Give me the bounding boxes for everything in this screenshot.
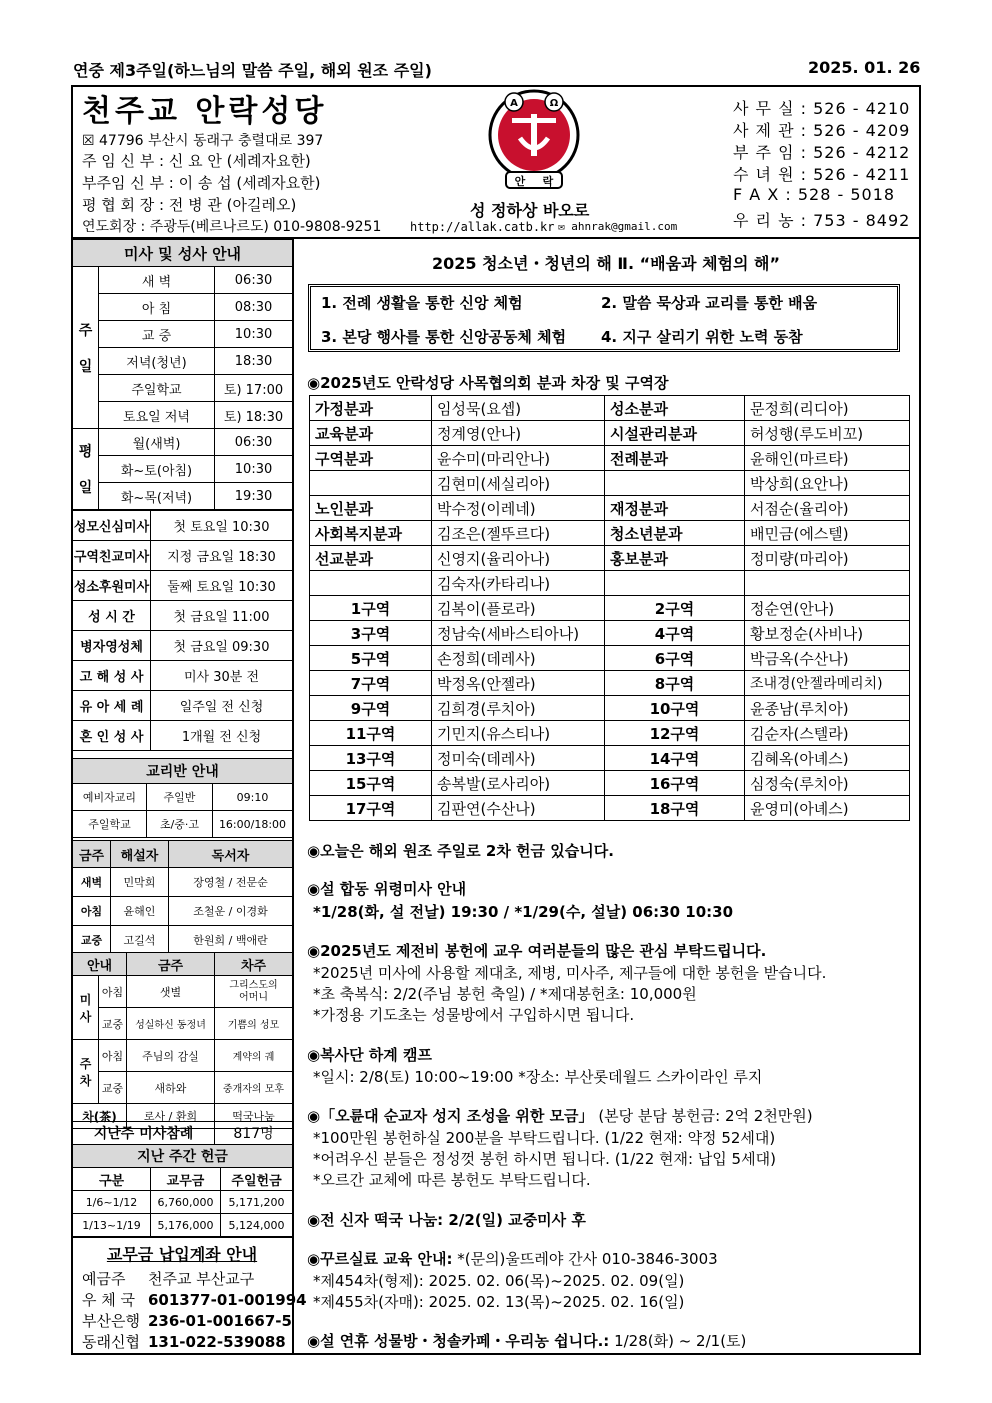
council-member	[745, 571, 910, 596]
guide-this-week: 성실하신 동정녀	[127, 1008, 215, 1040]
contact-office: 사 무 실 : 526 - 4210	[733, 99, 911, 118]
collection-sunday: 5,171,200	[221, 1191, 293, 1214]
collection-header: 주일헌금	[221, 1168, 293, 1191]
guide-mass: 교중	[99, 1008, 127, 1040]
district-name: 2구역	[605, 596, 745, 621]
collection-table	[72, 1144, 293, 1237]
church-name: 천주교 안락성당	[82, 94, 328, 129]
mass-row-label: 저녁(청년)	[99, 348, 215, 375]
mass-schedule-table	[72, 239, 293, 510]
guide-this-week: 샛별	[127, 976, 215, 1008]
reader-commentator: 윤해인	[111, 897, 169, 926]
objective-item: 3. 본당 행사를 통한 신앙공동체 체험	[321, 328, 567, 346]
district-leader: 정순연(안나)	[745, 596, 910, 621]
mass-row-label: 아 침	[99, 294, 215, 321]
patron-saint: 성 정하상 바오로	[470, 201, 590, 220]
collection-period: 1/13~1/19	[73, 1214, 151, 1237]
readers-header: 금주	[73, 841, 111, 868]
guide-next-week: 중개자의 모후	[215, 1072, 293, 1104]
district-leader: 윤종남(루치아)	[745, 696, 910, 721]
mass-row-label: 새 벽	[99, 267, 215, 294]
district-name: 17구역	[310, 796, 432, 821]
council-dept: 구역분과	[310, 446, 432, 471]
contact-convent: 수 녀 원 : 526 - 4211	[733, 165, 911, 184]
special-time: 지정 금요일 18:30	[151, 541, 293, 571]
district-leader: 정남숙(세바스티아나)	[432, 621, 605, 646]
notice-shrine-line: *어려우신 분들은 정성껏 봉헌 하시면 됩니다. (1/22 현재: 납입 5세대)	[313, 1150, 776, 1168]
year-title: 2025 청소년・청년의 해 Ⅱ. “배움과 체험의 해”	[432, 254, 780, 273]
district-leader: 황보정순(사비나)	[745, 621, 910, 646]
objectives-box	[308, 284, 900, 352]
district-leader: 윤영미(아녜스)	[745, 796, 910, 821]
email-link[interactable]: ✉ ahnrak@gmail.com	[558, 220, 678, 233]
mass-row-time: 토) 17:00	[215, 375, 293, 402]
council-dept	[310, 471, 432, 496]
special-label: 구역친교미사	[73, 541, 151, 571]
contact-fax: F A X : 528 - 5018	[733, 185, 896, 204]
tea-label: 차(茶)	[73, 1104, 127, 1129]
svg-text:Ω: Ω	[549, 98, 559, 109]
attendance-value: 817명	[215, 1122, 293, 1145]
notice-memorial-title: ◉설 합동 위령미사 안내	[307, 880, 467, 898]
address: ☒ 47796 부산시 동래구 충렬대로 397	[82, 133, 324, 149]
objective-item: 2. 말씀 묵상과 교리를 통한 배움	[601, 294, 818, 312]
objective-item: 1. 전례 생활을 통한 신앙 체험	[321, 294, 523, 312]
readers-table	[72, 840, 293, 955]
notice-offering-title: ◉2025년도 제전비 봉헌에 교우 여러분들의 많은 관심 부탁드립니다.	[307, 942, 767, 960]
mass-row-time: 18:30	[215, 348, 293, 375]
council-dept: 선교분과	[310, 546, 432, 571]
account-divider	[71, 1236, 292, 1238]
district-leader: 기민지(유스티나)	[432, 721, 605, 746]
council-dept: 청소년분과	[605, 521, 745, 546]
attendance-table	[72, 1121, 293, 1145]
guide-mass-label: 미 사	[73, 976, 99, 1040]
weekday-label: 평 일	[73, 429, 99, 510]
council-member: 윤해인(마르타)	[745, 446, 910, 471]
council-member: 서점순(율리아)	[745, 496, 910, 521]
special-time: 첫 토요일 10:30	[151, 511, 293, 541]
mass-row-label: 화~토(아침)	[99, 456, 215, 483]
special-time: 1개월 전 신청	[151, 721, 293, 751]
guide-mass: 아침	[99, 976, 127, 1008]
notice-camp-title: ◉복사단 하계 캠프	[307, 1046, 432, 1064]
district-name: 5구역	[310, 646, 432, 671]
council-member: 문정희(리디아)	[745, 396, 910, 421]
mass-row-label: 교 중	[99, 321, 215, 348]
district-name: 3구역	[310, 621, 432, 646]
account-line: 동래신협 131-022-539088	[82, 1333, 286, 1351]
notice-offering-line: *가정용 기도초는 성물방에서 구입하시면 됩니다.	[313, 1006, 635, 1024]
notice-offering-line: *2025년 미사에 사용할 제대초, 제병, 미사주, 제구들에 대한 봉헌을 받습니다.	[313, 964, 827, 982]
council-title: ◉2025년도 안락성당 사목협의회 분과 차장 및 구역장	[307, 374, 669, 392]
guide-mass: 교중	[99, 1072, 127, 1104]
mass-row-time: 06:30	[215, 429, 293, 456]
council-member: 배민금(에스텔)	[745, 521, 910, 546]
council-member: 임성묵(요셉)	[432, 396, 605, 421]
district-leader: 송복발(로사리아)	[432, 771, 605, 796]
catechism-group: 주일반	[147, 784, 213, 811]
sunday-label: 주 일	[73, 267, 99, 429]
notice-offering-line: *초 축복식: 2/2(주님 봉헌 축일) / *제대봉헌초: 10,000원	[313, 985, 697, 1003]
council-chair: 평 협 회 장 : 전 병 관 (아길레오)	[82, 196, 297, 214]
mass-row-time: 10:30	[215, 321, 293, 348]
mass-row-time: 08:30	[215, 294, 293, 321]
mass-row-time: 06:30	[215, 267, 293, 294]
district-name: 14구역	[605, 746, 745, 771]
district-leader: 심정숙(루치아)	[745, 771, 910, 796]
district-leader: 조내경(안젤라메리치)	[745, 671, 910, 696]
special-label: 유 아 세 례	[73, 691, 151, 721]
special-label: 병자영성체	[73, 631, 151, 661]
district-name: 1구역	[310, 596, 432, 621]
notice-memorial-line: *1/28(화, 설 전날) 19:30 / *1/29(수, 설날) 06:30 10:30	[313, 903, 734, 921]
account-line: 부산은행 236-01-001667-5	[82, 1312, 292, 1330]
district-leader: 김판연(수산나)	[432, 796, 605, 821]
pastor: 주 임 신 부 : 신 요 안 (세례자요한)	[82, 152, 311, 170]
contact-farm: 우 리 농 : 753 - 8492	[733, 211, 911, 230]
council-dept: 가정분과	[310, 396, 432, 421]
tea-this-week: 로사 / 환희	[127, 1104, 215, 1129]
special-time: 첫 금요일 09:30	[151, 631, 293, 661]
council-dept: 홍보분과	[605, 546, 745, 571]
district-leader: 김복이(플로라)	[432, 596, 605, 621]
district-leader: 김순자(스텔라)	[745, 721, 910, 746]
council-dept	[605, 571, 745, 596]
council-dept: 시설관리분과	[605, 421, 745, 446]
district-name: 16구역	[605, 771, 745, 796]
assistant-pastor: 부주임 신 부 : 이 송 섭 (세례자요한)	[82, 174, 321, 192]
council-member: 윤수미(마리안나)	[432, 446, 605, 471]
district-name: 18구역	[605, 796, 745, 821]
council-dept: 노인분과	[310, 496, 432, 521]
district-leader: 박정옥(안젤라)	[432, 671, 605, 696]
reader-names: 장영철 / 전문순	[169, 868, 293, 897]
reader-commentator: 민막희	[111, 868, 169, 897]
council-dept	[605, 471, 745, 496]
council-table	[309, 395, 910, 821]
reader-mass: 아침	[73, 897, 111, 926]
tea-next-week: 떡국나눔	[215, 1104, 293, 1129]
council-dept: 성소분과	[605, 396, 745, 421]
readers-header: 해설자	[111, 841, 169, 868]
reader-commentator: 고길석	[111, 926, 169, 955]
district-leader: 김혜옥(아녜스)	[745, 746, 910, 771]
council-member: 박수정(이레네)	[432, 496, 605, 521]
district-name: 4구역	[605, 621, 745, 646]
website-link[interactable]: http://allak.catb.kr	[410, 220, 555, 234]
guide-next-week: 계약의 궤	[215, 1040, 293, 1072]
special-time: 둘째 토요일 10:30	[151, 571, 293, 601]
notice-shrine-line: *100만원 봉헌하실 200분을 부탁드립니다. (1/22 현재: 약정 52세대)	[313, 1129, 776, 1147]
church-logo	[484, 88, 584, 198]
district-name: 15구역	[310, 771, 432, 796]
special-label: 고 해 성 사	[73, 661, 151, 691]
council-dept: 재정분과	[605, 496, 745, 521]
district-name: 11구역	[310, 721, 432, 746]
council-member: 김숙자(카타리나)	[432, 571, 605, 596]
catechism-time: 16:00/18:00	[213, 811, 293, 838]
district-name: 8구역	[605, 671, 745, 696]
council-member: 신영지(율리아나)	[432, 546, 605, 571]
district-leader: 손정희(데레사)	[432, 646, 605, 671]
collection-sunday: 5,124,000	[221, 1214, 293, 1237]
council-member: 김조은(젤뚜르다)	[432, 521, 605, 546]
sunday-title: 연중 제3주일(하느님의 말씀 주일, 해외 원조 주일)	[73, 61, 432, 80]
mass-row-label: 토요일 저녁	[99, 402, 215, 429]
council-dept: 전례분과	[605, 446, 745, 471]
notice-cursillo-line: *제454차(형제): 2025. 02. 06(목)~2025. 02. 09(일)	[313, 1272, 685, 1290]
special-label: 성모신심미사	[73, 511, 151, 541]
district-name: 12구역	[605, 721, 745, 746]
district-name: 6구역	[605, 646, 745, 671]
mass-row-label: 화~목(저녁)	[99, 483, 215, 510]
special-label: 성 시 간	[73, 601, 151, 631]
catechism-class: 예비자교리	[73, 784, 147, 811]
mass-row-time: 19:30	[215, 483, 293, 510]
contact-assistant: 부 주 임 : 526 - 4212	[733, 143, 911, 162]
special-label: 혼 인 성 사	[73, 721, 151, 751]
sacrament-table	[72, 510, 293, 751]
catechism-class: 주일학교	[73, 811, 147, 838]
readers-header: 독서자	[169, 841, 293, 868]
notice-rice-cake: ◉전 신자 떡국 나눔: 2/2(일) 교중미사 후	[307, 1211, 586, 1229]
council-member: 박상희(요안나)	[745, 471, 910, 496]
council-dept: 사회복지분과	[310, 521, 432, 546]
council-member: 허성행(루도비꼬)	[745, 421, 910, 446]
notice-cursillo-line: *제455차(자매): 2025. 02. 13(목)~2025. 02. 16(일)	[313, 1293, 685, 1311]
guide-header: 차주	[215, 953, 293, 976]
collection-dues: 6,760,000	[151, 1191, 221, 1214]
special-time: 미사 30분 전	[151, 661, 293, 691]
collection-header: 교무금	[151, 1168, 221, 1191]
guide-next-week: 기쁨의 성모	[215, 1008, 293, 1040]
svg-text:락: 락	[542, 175, 554, 188]
mass-row-label: 월(새벽)	[99, 429, 215, 456]
district-name: 7구역	[310, 671, 432, 696]
collection-title: 지난 주간 헌금	[73, 1145, 293, 1168]
collection-dues: 5,176,000	[151, 1214, 221, 1237]
mass-row-label: 주일학교	[99, 375, 215, 402]
catechism-table	[72, 758, 293, 838]
district-name: 13구역	[310, 746, 432, 771]
reader-names: 한원희 / 백애란	[169, 926, 293, 955]
notice-holiday: ◉설 연휴 성물방・청솔카페・우리농 쉽니다.: 1/28(화) ~ 2/1(토)	[307, 1332, 747, 1350]
special-time: 첫 금요일 11:00	[151, 601, 293, 631]
notice-shrine: ◉「오륜대 순교자 성지 조성을 위한 모금」 (본당 분담 봉헌금: 2억 2천만원)	[307, 1107, 813, 1125]
mass-title: 미사 및 성사 안내	[73, 240, 293, 267]
district-name: 9구역	[310, 696, 432, 721]
mail-icon: ✉	[558, 220, 572, 233]
special-label: 성소후원미사	[73, 571, 151, 601]
collection-header: 구분	[73, 1168, 151, 1191]
notice-camp-line: *일시: 2/8(토) 10:00~19:00 *장소: 부산롯데월드 스카이라인 루지	[313, 1068, 763, 1086]
guide-header: 금주	[127, 953, 215, 976]
collection-period: 1/6~1/12	[73, 1191, 151, 1214]
guide-table	[72, 952, 293, 1129]
council-dept: 교육분과	[310, 421, 432, 446]
svg-text:안: 안	[514, 175, 526, 188]
catechism-title: 교리반 안내	[73, 759, 293, 784]
notice-second-collection: ◉오늘은 해외 원조 주일로 2차 헌금 있습니다.	[307, 842, 614, 860]
association-chair: 연도회장 : 주광두(베르나르도) 010-9808-9251	[82, 219, 382, 235]
guide-parking-label: 주 차	[73, 1040, 99, 1104]
guide-mass: 아침	[99, 1040, 127, 1072]
svg-text:A: A	[510, 98, 518, 109]
guide-next-week: 그리스도의 어머니	[215, 976, 293, 1008]
account-line: 우 체 국 601377-01-001994	[82, 1291, 307, 1309]
council-member: 김현미(세실리아)	[432, 471, 605, 496]
mass-row-time: 토) 18:30	[215, 402, 293, 429]
attendance-label: 지난주 미사참례	[73, 1122, 215, 1145]
district-leader: 박금옥(수산나)	[745, 646, 910, 671]
council-member: 정계영(안나)	[432, 421, 605, 446]
reader-mass: 교중	[73, 926, 111, 955]
mass-row-time: 10:30	[215, 456, 293, 483]
notice-shrine-line: *오르간 교체에 따른 봉헌도 부탁드립니다.	[313, 1171, 591, 1189]
district-name: 10구역	[605, 696, 745, 721]
special-time: 일주일 전 신청	[151, 691, 293, 721]
account-title: 교무금 납입계좌 안내	[106, 1245, 258, 1264]
council-member: 정미량(마리아)	[745, 546, 910, 571]
account-line: 예금주 천주교 부산교구	[82, 1270, 255, 1288]
catechism-group: 초/중·고	[147, 811, 213, 838]
notice-cursillo: ◉꾸르실료 교육 안내: *(문의)울뜨레야 간사 010-3846-3003	[307, 1250, 718, 1268]
reader-names: 조철운 / 이경화	[169, 897, 293, 926]
guide-header: 안내	[73, 953, 127, 976]
guide-this-week: 주님의 감실	[127, 1040, 215, 1072]
reader-mass: 새벽	[73, 868, 111, 897]
catechism-time: 09:10	[213, 784, 293, 811]
bulletin-date: 2025. 01. 26	[808, 58, 921, 77]
district-leader: 김희경(루치아)	[432, 696, 605, 721]
council-dept	[310, 571, 432, 596]
district-leader: 정미숙(데레사)	[432, 746, 605, 771]
guide-this-week: 새하와	[127, 1072, 215, 1104]
objective-item: 4. 지구 살리기 위한 노력 동참	[601, 328, 803, 346]
contact-rectory: 사 제 관 : 526 - 4209	[733, 121, 911, 140]
